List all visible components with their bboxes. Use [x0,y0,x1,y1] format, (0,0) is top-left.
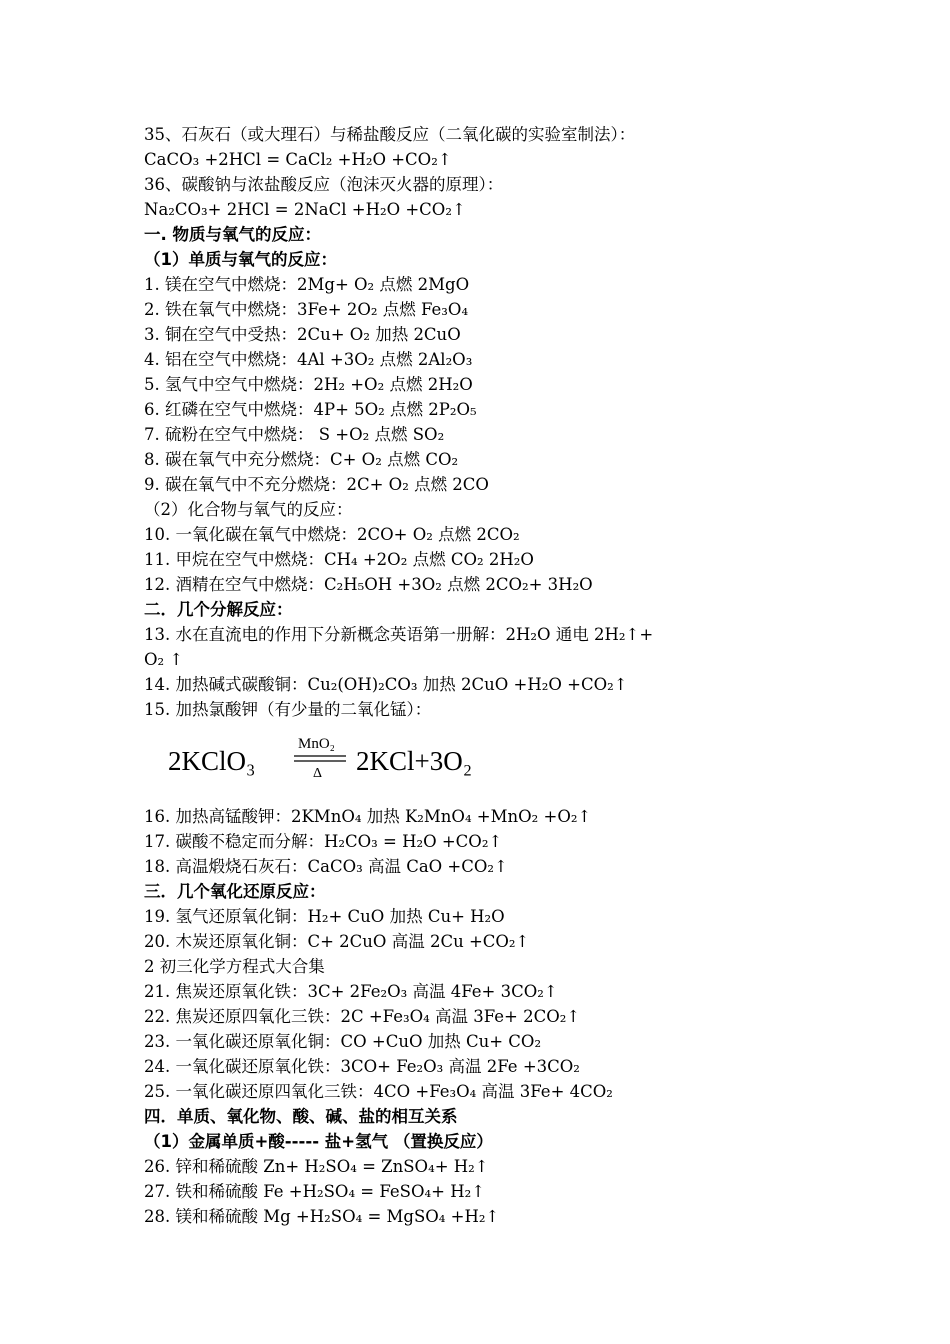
reaction-21: 21. 焦炭还原氧化铁：3C+ 2Fe₂O₃ 高温 4Fe+ 3CO₂↑ [144,982,558,1001]
reaction-18: 18. 高温煅烧石灰石：CaCO₃ 高温 CaO +CO₂↑ [144,857,508,876]
document-body [144,122,824,1229]
reaction-4: 4. 铝在空气中燃烧：4Al +3O₂ 点燃 2Al₂O₃ [144,350,473,369]
reaction-13-continued: O₂ ↑ [144,650,184,669]
reaction-8: 8. 碳在氧气中充分燃烧：C+ O₂ 点燃 CO₂ [144,450,459,469]
reaction-2: 2. 铁在氧气中燃烧：3Fe+ 2O₂ 点燃 Fe₃O₄ [144,300,469,319]
equation-15-reactant: 2KClO₃ [168,746,256,776]
reaction-36-equation: Na₂CO₃+ 2HCl = 2NaCl +H₂O +CO₂↑ [144,200,466,219]
equation-15-image [144,722,824,804]
reaction-12: 12. 酒精在空气中燃烧：C₂H₅OH +3O₂ 点燃 2CO₂+ 3H₂O [144,575,593,594]
reaction-23: 23. 一氧化碳还原氧化铜：CO +CuO 加热 Cu+ CO₂ [144,1032,542,1051]
reaction-16: 16. 加热高锰酸钾：2KMnO₄ 加热 K₂MnO₄ +MnO₂ +O₂↑ [144,807,592,826]
subsection-1-1-heading: （1）单质与氧气的反应： [144,250,337,269]
reaction-7: 7. 硫粉在空气中燃烧： S +O₂ 点燃 SO₂ [144,425,445,444]
reaction-22: 22. 焦炭还原四氧化三铁：2C +Fe₃O₄ 高温 3Fe+ 2CO₂↑ [144,1007,581,1026]
reaction-25: 25. 一氧化碳还原四氧化三铁：4CO +Fe₃O₄ 高温 3Fe+ 4CO₂ [144,1082,613,1101]
subsection-1-2-heading: （2）化合物与氧气的反应： [144,500,353,519]
section-note: 2 初三化学方程式大合集 [144,957,325,976]
reaction-1: 1. 镁在空气中燃烧：2Mg+ O₂ 点燃 2MgO [144,275,470,294]
reaction-17: 17. 碳酸不稳定而分解：H₂CO₃ = H₂O +CO₂↑ [144,832,503,851]
reaction-24: 24. 一氧化碳还原氧化铁：3CO+ Fe₂O₃ 高温 2Fe +3CO₂ [144,1057,580,1076]
reaction-9: 9. 碳在氧气中不充分燃烧：2C+ O₂ 点燃 2CO [144,475,489,494]
section-3-heading: 三．几个氧化还原反应： [144,882,326,901]
reaction-5: 5. 氢气中空气中燃烧：2H₂ +O₂ 点燃 2H₂O [144,375,473,394]
reaction-14: 14. 加热碱式碳酸铜：Cu₂(OH)₂CO₃ 加热 2CuO +H₂O +CO₂↑ [144,675,628,694]
reaction-35-title: 35、石灰石（或大理石）与稀盐酸反应（二氧化碳的实验室制法）： [144,125,636,144]
equation-15-catalyst: MnO₂ [298,736,335,752]
section-1-heading: 一. 物质与氧气的反应： [144,225,322,244]
reaction-3: 3. 铜在空气中受热：2Cu+ O₂ 加热 2CuO [144,325,461,344]
section-2-heading: 二．几个分解反应： [144,600,293,619]
reaction-28: 28. 镁和稀硫酸 Mg +H₂SO₄ = MgSO₄ +H₂↑ [144,1207,500,1226]
reaction-19: 19. 氢气还原氧化铜：H₂+ CuO 加热 Cu+ H₂O [144,907,505,926]
reaction-11: 11. 甲烷在空气中燃烧：CH₄ +2O₂ 点燃 CO₂ 2H₂O [144,550,534,569]
equation-15-products: 2KCl+3O₂ [356,746,473,776]
equation-15-svg [168,728,488,798]
reaction-35-equation: CaCO₃ +2HCl = CaCl₂ +H₂O +CO₂↑ [144,150,452,169]
equation-15-condition: Δ [313,766,323,781]
section-4-heading: 四．单质、氧化物、酸、碱、盐的相互关系 [144,1107,458,1126]
reaction-26: 26. 锌和稀硫酸 Zn+ H₂SO₄ = ZnSO₄+ H₂↑ [144,1157,489,1176]
reaction-15-title: 15. 加热氯酸钾（有少量的二氧化锰）： [144,700,432,719]
reaction-36-title: 36、碳酸钠与浓盐酸反应（泡沫灭火器的原理）： [144,175,504,194]
reaction-27: 27. 铁和稀硫酸 Fe +H₂SO₄ = FeSO₄+ H₂↑ [144,1182,486,1201]
reaction-20: 20. 木炭还原氧化铜：C+ 2CuO 高温 2Cu +CO₂↑ [144,932,530,951]
reaction-6: 6. 红磷在空气中燃烧：4P+ 5O₂ 点燃 2P₂O₅ [144,400,477,419]
reaction-13: 13. 水在直流电的作用下分新概念英语第一册解：2H₂O 通电 2H₂↑+ [144,625,654,644]
reaction-10: 10. 一氧化碳在氧气中燃烧：2CO+ O₂ 点燃 2CO₂ [144,525,520,544]
subsection-4-1-heading: （1）金属单质+酸----- 盐+氢气 （置换反应） [144,1132,493,1151]
